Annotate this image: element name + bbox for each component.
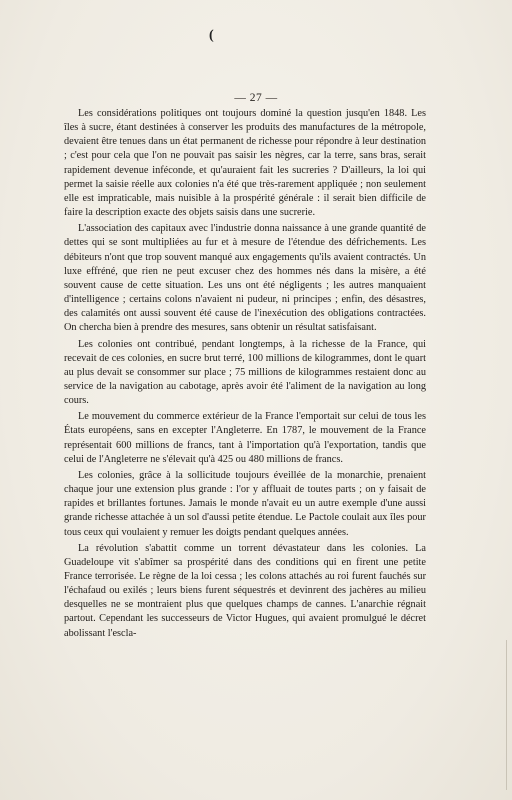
page-number: — 27 — <box>234 92 278 104</box>
paragraph: Les considérations politiques ont toujours dominé la question jusqu'en 1848. Les îles à sucre, étant destinées à conserver les produits des manufactures de la métropole, devaient être tenues dans un état permanent de richesse pour répondre à leur destination ; c'est pour cela que l'on ne pouvait pas saisir les nègres, car la terre, sans bras, serait rapidement devenue inféconde, et qu'auraient fait les sucreries ? D'ailleurs, la loi qui permet la saisie réelle aux colonies n'a été que très-rarement appliquée ; non seulement elle est impraticable, mais nuisible à la prospérité générale : il serait bien difficile de faire la description exacte des objets saisis dans une sucrerie. <box>64 108 426 219</box>
paragraph: Les colonies ont contribué, pendant longtemps, à la richesse de la France, qui recevait de ces colonies, en sucre brut terré, 100 millions de kilogrammes, dont le quart au plus devait se consommer sur place ; 75 millions de kilogrammes restaient donc au service de la navigation au cabotage, après avoir été l'aliment de la navigation au long cours. <box>64 338 426 407</box>
top-mark: ( <box>209 28 214 43</box>
page-edge-line <box>506 640 507 790</box>
paragraph: Le mouvement du commerce extérieur de la France l'emportait sur celui de tous les États européens, sans en excepter l'Angleterre. En 1787, le mouvement de la France représentait 600 millions de francs, tant à l'importation qu'à l'exportation, tandis que celui de l'Angleterre ne s'élevait qu'à 425 ou 480 millions de francs. <box>64 411 426 465</box>
paragraph: Les colonies, grâce à la sollicitude toujours éveillée de la monarchie, prenaient chaque jour une extension plus grande : l'or y affluait de toutes parts ; on y faisait de rapides et brillantes fortunes. Jamais le monde n'avait eu un autre exemple d'une aussi grande richesse attachée à un sol d'aussi petite étendue. Le Pactole coulait aux îles pour tous ceux qui voulaient y remuer les doigts pendant quelques années. <box>64 469 426 538</box>
paragraph: La révolution s'abattit comme un torrent dévastateur dans les colonies. La Guadeloupe vit s'abîmer sa prospérité dans des conditions qui en firent une petite France terrorisée. Le règne de la loi cessa ; les colons attachés au roi furent fauchés sur l'échafaud ou exilés ; leurs biens furent séquestrés et devinrent des jachères au milieu desquelles ne se montraient plus que quelques champs de cannes. L'anarchie régnait partout. Cependant les successeurs de Victor Hugues, qui avaient promulgué le décret abolissant l'escla- <box>64 542 426 639</box>
body-text <box>64 107 426 643</box>
paragraph: L'association des capitaux avec l'industrie donna naissance à une grande quantité de dettes qui se sont multipliées au fur et à mesure de l'étendue des défrichements. Les débiteurs n'ont que trop souvent manqué aux engagements qu'ils avaient contractés. Un luxe effréné, que rien ne peut excuser chez des hommes nés dans la misère, a été souvent cause de cette situation. Les uns ont été négligents ; les autres manquaient d'intelligence ; certains colons n'avaient ni pudeur, ni principes ; enfin, des désastres, des calamités ont aussi souvent été cause de l'inexécution des obligations contractées. On chercha bien à prendre des mesures, sans obtenir un résultat satisfaisant. <box>64 223 426 334</box>
